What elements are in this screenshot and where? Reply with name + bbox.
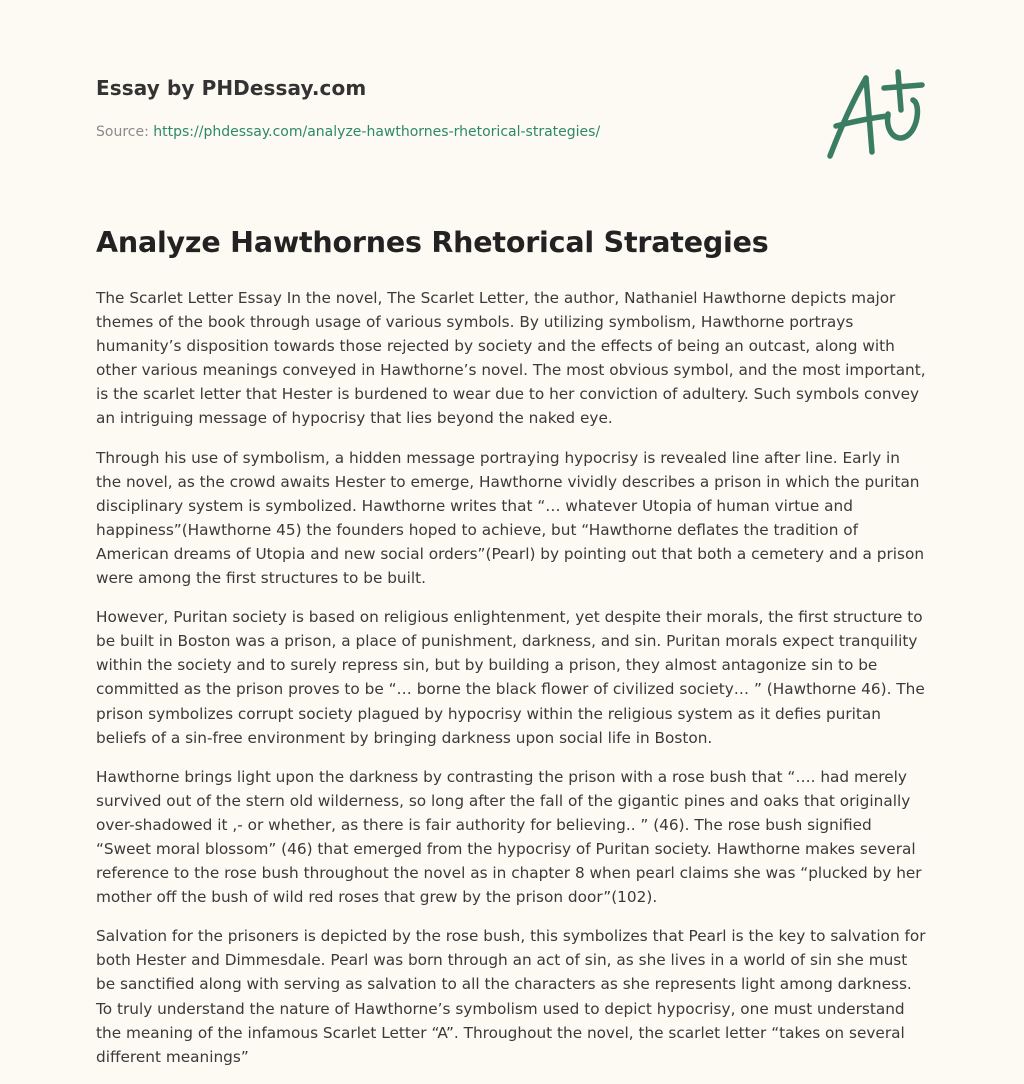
a-plus-grade-logo-icon [822, 68, 926, 164]
essay-paragraph: Hawthorne brings light upon the darkness by contrasting the prison with a rose bush that “…. had merely survived out of the stern old wilderness, so long after the fall of the gigantic pines and oaks that originally over-shadowed it ,- or whether, as there is fair authority for believing.. ” (46). The rose bush signified “Sweet moral blossom” (46) that emerged from the hypocrisy of Puritan society. Hawthorne makes several reference to the rose bush throughout the novel as in chapter 8 when pearl claims she was “plucked by her mother off the bush of wild red roses that grew by the prison door”(102). [96, 767, 922, 907]
source-line [96, 124, 600, 140]
essay-body [96, 286, 928, 1084]
site-title: Essay by PHDessay.com [96, 76, 367, 100]
source-link[interactable]: https://phdessay.com/analyze-hawthornes-rhetorical-strategies/ [153, 124, 601, 140]
essay-paragraph: Salvation for the prisoners is depicted by the rose bush, this symbolizes that Pearl is the key to salvation for both Hester and Dimmesdale. Pearl was born through an act of sin, as she lives in a world of sin she must be sanctified along with serving as salvation to all the characters as she represents light among darkness. To truly understand the nature of Hawthorne’s symbolism used to depict hypocrisy, one must understand the meaning of the infamous Scarlet Letter “A”. Throughout the novel, the scarlet letter “takes on several different meanings” [96, 927, 926, 1066]
source-label: Source: [96, 124, 154, 140]
essay-paragraph: However, Puritan society is based on religious enlightenment, yet despite their morals, the first structure to be built in Boston was a prison, a place of punishment, darkness, and sin. Puritan morals expect tranquility within the society and to surely repress sin, but by building a prison, they almost antagonize sin to be committed as the prison proves to be “… borne the black flower of civilized society… ” (Hawthorne 46). The prison symbolizes corrupt society plagued by hypocrisy within the religious system as it defies puritan beliefs of a sin-free environment by bringing darkness upon social life in Boston. [96, 608, 925, 747]
essay-paragraph: The Scarlet Letter Essay In the novel, The Scarlet Letter, the author, Nathaniel Hawthorne depicts major themes of the book through usage of various symbols. By utilizing symbolism, Hawthorne portrays humanity’s disposition towards those rejected by society and the effects of being an outcast, along with other various meanings conveyed in Hawthorne’s novel. The most obvious symbol, and the most important, is the scarlet letter that Hester is burdened to wear due to her conviction of adultery. Such symbols convey an intriguing message of hypocrisy that lies beyond the naked eye. [96, 289, 926, 428]
document-title: Analyze Hawthornes Rhetorical Strategies [96, 226, 769, 259]
essay-paragraph: Through his use of symbolism, a hidden message portraying hypocrisy is revealed line after line. Early in the novel, as the crowd awaits Hester to emerge, Hawthorne vividly describes a prison in which the puritan disciplinary system is symbolized. Hawthorne writes that “… whatever Utopia of human virtue and happiness”(Hawthorne 45) the founders hoped to achieve, but “Hawthorne deflates the tradition of American dreams of Utopia and new social orders”(Pearl) by pointing out that both a cemetery and a prison were among the first structures to be built. [96, 448, 925, 588]
